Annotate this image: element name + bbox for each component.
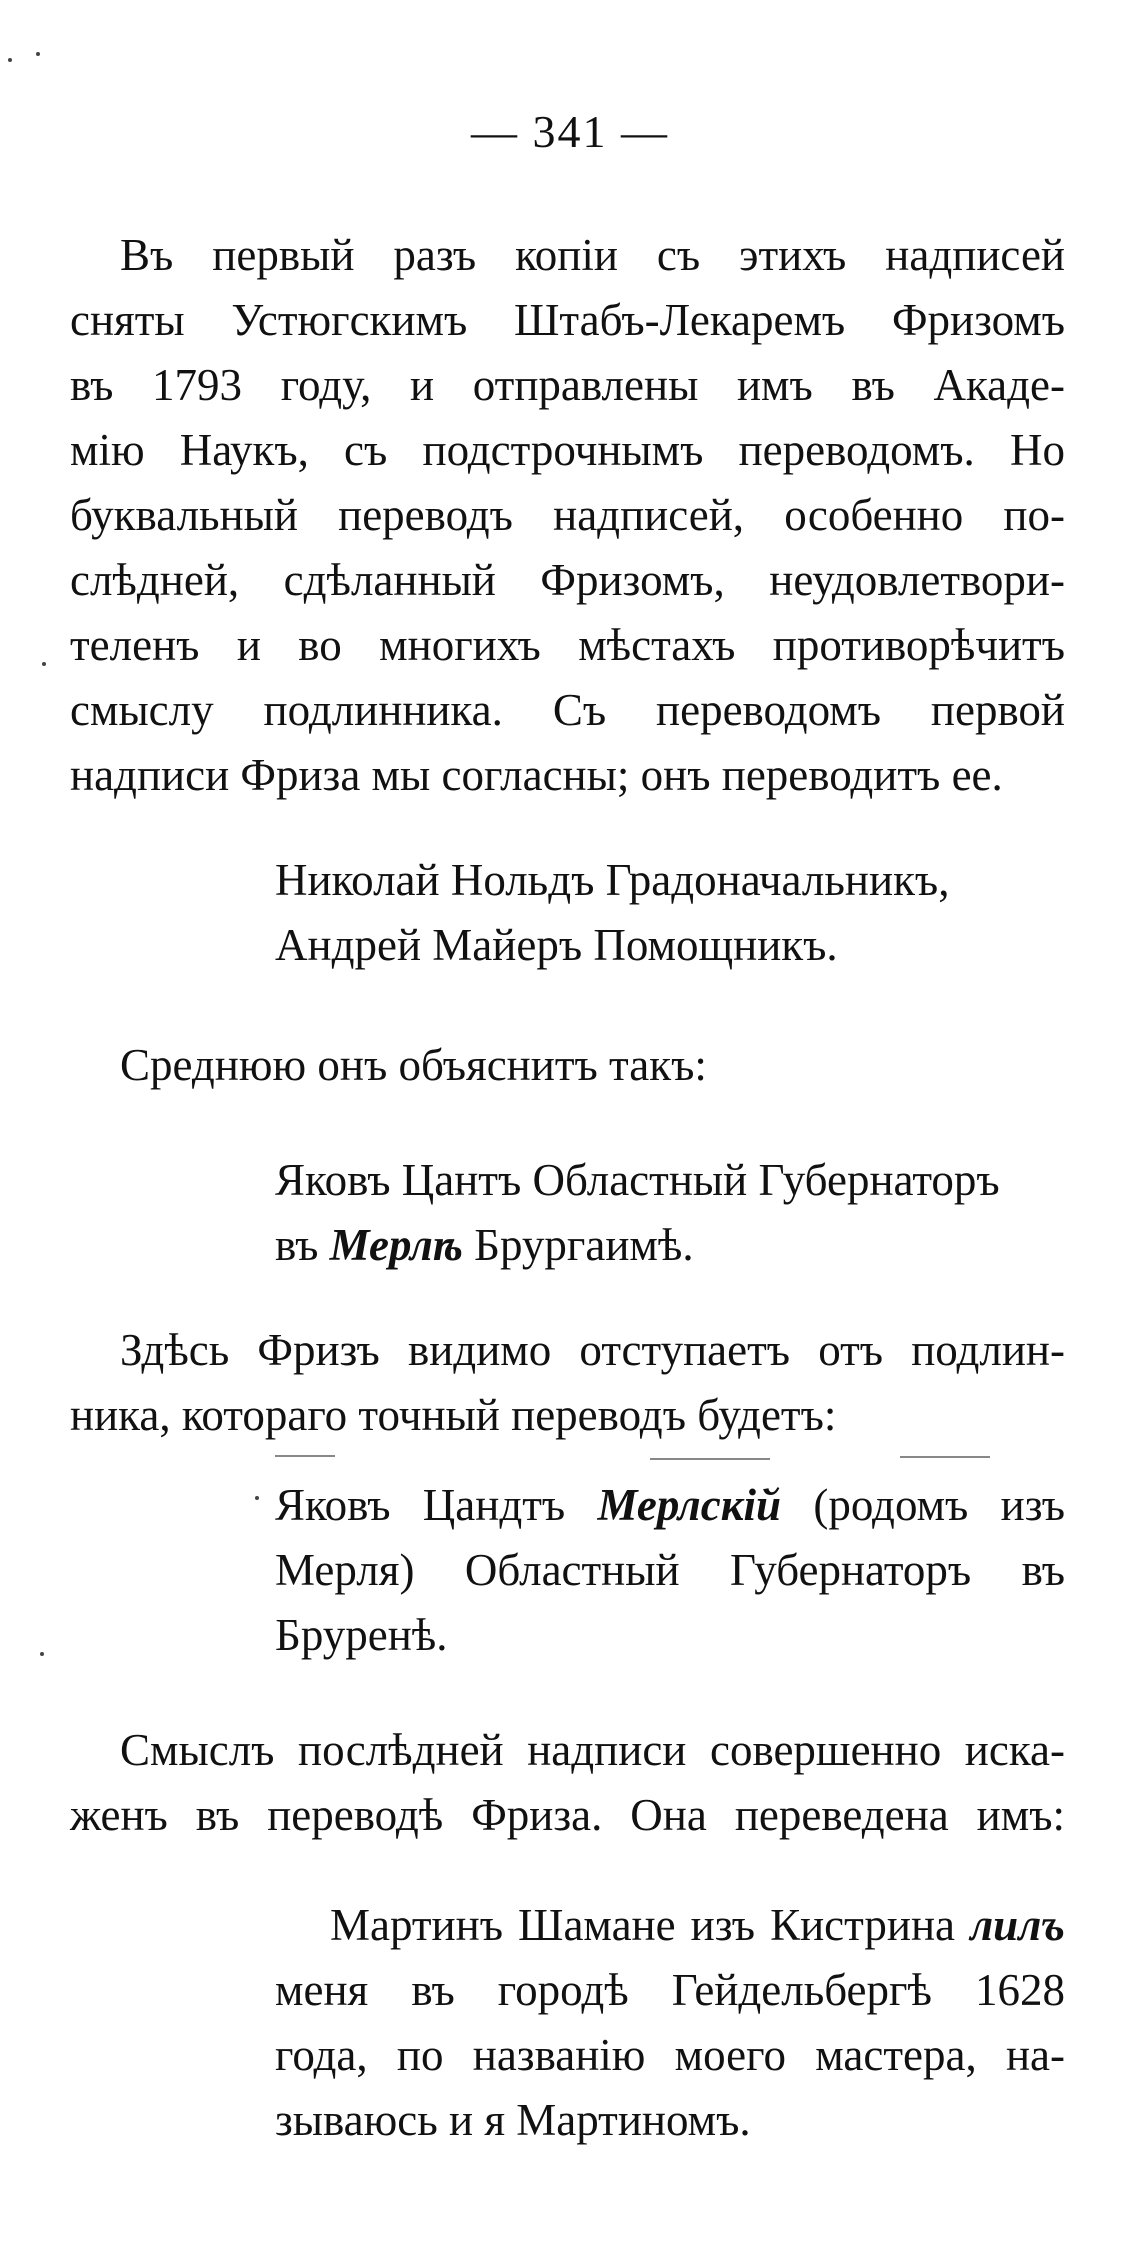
paragraph-1-line-1: Въ первый разъ копіи съ этихъ надписей — [120, 230, 1065, 280]
quote-2-line-2 — [275, 1215, 1065, 1275]
quote-3-suffix: (родомъ изъ — [781, 1480, 1065, 1530]
scan-mark — [650, 1458, 770, 1460]
paragraph-1-line-2: сняты Устюгскимъ Штабъ-Лекаремъ Фризомъ — [70, 295, 1065, 345]
quote-4-line-2: меня въ городѣ Гейдельбергѣ 1628 — [275, 1965, 1065, 2015]
paragraph-1-line-5: буквальный переводъ надписей, особенно по- — [70, 490, 1065, 540]
quote-3-line-1 — [275, 1475, 1065, 1535]
paragraph-1-line-8: смыслу подлинника. Съ переводомъ первой — [70, 685, 1065, 735]
paragraph-2: Среднюю онъ объяснитъ такъ: — [120, 1040, 707, 1090]
quote-2-prefix: въ — [275, 1220, 330, 1270]
quote-3-prefix: Яковъ Цандтъ — [275, 1480, 598, 1530]
quote-3-line-3: Бруренѣ. — [275, 1610, 448, 1660]
paragraph-3-line-2: ника, котораго точный переводъ будетъ: — [70, 1390, 837, 1440]
scan-speck — [42, 662, 46, 666]
quote-1-line-2: Андрей Майеръ Помощникъ. — [275, 920, 838, 970]
paragraph-1-line-7: теленъ и во многихъ мѣстахъ противорѣчитъ — [70, 620, 1065, 670]
quote-4-line-4: зываюсь и я Мартиномъ. — [275, 2095, 751, 2145]
paragraph-1-line-6: слѣдней, сдѣланный Фризомъ, неудовлетвори- — [70, 555, 1065, 605]
scan-mark — [275, 1455, 335, 1457]
quote-4-line-3: года, по названію моего мастера, на- — [275, 2030, 1065, 2080]
paragraph-3-line-1: Здѣсь Фризъ видимо отступаетъ отъ подлин- — [120, 1325, 1065, 1375]
scan-speck — [36, 52, 40, 56]
paragraph-1-line-9: надписи Фриза мы согласны; онъ переводитъ ее. — [70, 750, 1003, 800]
quote-4-prefix: Мартинъ Шамане изъ Кистрина — [330, 1900, 971, 1950]
paragraph-1-line-4: мію Наукъ, съ подстрочнымъ переводомъ. Но — [70, 425, 1065, 475]
scan-mark — [900, 1456, 990, 1458]
quote-2-line-1: Яковъ Цантъ Областный Губернаторъ — [275, 1155, 1000, 1205]
paragraph-4-line-1: Смыслъ послѣдней надписи совершенно иска- — [120, 1725, 1065, 1775]
quote-1-line-1: Николай Нольдъ Градоначальникъ, — [275, 855, 950, 905]
quote-3-italic: Мерлскій — [597, 1480, 782, 1530]
scan-speck — [8, 58, 12, 62]
scan-speck — [255, 1496, 259, 1500]
paragraph-4-line-2: женъ въ переводѣ Фриза. Она переведена имъ: — [70, 1790, 1065, 1840]
quote-4-line-1 — [330, 1895, 1065, 1955]
quote-2-italic: Мерлѣ — [329, 1220, 463, 1270]
paragraph-1-line-3: въ 1793 году, и отправлены имъ въ Акаде- — [70, 360, 1065, 410]
scan-speck — [40, 1652, 44, 1656]
quote-4-italic: лилъ — [970, 1900, 1065, 1950]
quote-2-suffix: Брургаимѣ. — [462, 1220, 694, 1270]
page-number: — 341 — — [471, 106, 669, 157]
quote-3-line-2: Мерля) Областный Губернаторъ въ — [275, 1545, 1065, 1595]
